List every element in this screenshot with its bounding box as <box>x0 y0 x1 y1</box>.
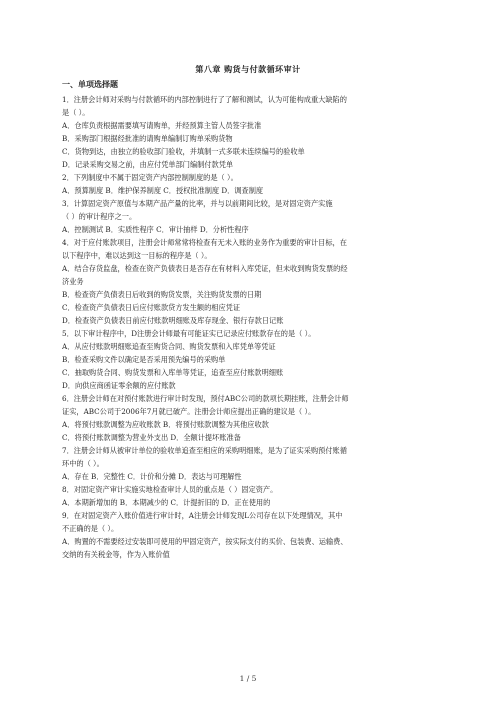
text-line: A．将预付账款调整为应收账款 B．将预付账款调整为其他应收款 <box>62 420 269 429</box>
text-line: A．结合存货监盘，检查在资产负债表日是否存在有材料入库凭证，但未收到购货发票的经 <box>62 264 348 273</box>
page-number: 1 / 5 <box>239 674 257 683</box>
text-line: 证实，ABC公司于2006年7月就已破产。注册会计师应提出正确的建议是（ ）。 <box>62 407 316 416</box>
text-line: A．从应付账款明细账追查至购货合同、购货发票和入库凭单等凭证 <box>62 342 276 351</box>
text-line: 1．注册会计师对采购与付款循环的内部控制进行了了解和测试，认为可能构成重大缺陷的 <box>62 95 347 104</box>
text-line: 以下程序中，难以达到这一目标的程序是（ ）。 <box>62 251 212 260</box>
text-line: （ ）的审计程序之一。 <box>62 212 137 221</box>
text-line: C．货物到达，由独立的验收部门验收，并填制一式多联未连续编号的验收单 <box>62 147 305 156</box>
chapter-title: 第八章 购货与付款循环审计 <box>195 64 301 74</box>
text-line: 9．在对固定资产入账价值进行审计时，A注册会计师发现L公司存在以下处理情况，其中 <box>62 511 343 520</box>
question-body <box>62 93 444 561</box>
text-line: B．检查采购文件以确定是否采用预先编号的采购单 <box>62 355 226 364</box>
text-line: D．检查资产负债表日前应付账款明细账及库存现金、银行存款日记账 <box>62 316 284 325</box>
text-line: 不正确的是（ ）。 <box>62 524 119 533</box>
text-line: B．采购部门根据经批准的请购单编制订购单采购货物 <box>62 134 233 143</box>
text-line: 7．注册会计师从被审计单位的验收单追查至相应的采购明细账，是为了证实采购预付账循 <box>62 446 347 455</box>
section-heading: 一、单项选择题 <box>62 79 118 89</box>
text-line: 济业务 <box>62 277 84 286</box>
text-line: 环中的（ ）。 <box>62 459 104 468</box>
text-line: C．抽取购货合同、购货发票和入库单等凭证，追查至应付账款明细账 <box>62 368 284 377</box>
text-line: A．仓库负责根据需要填写请购单，并经预算主管人员签字批准 <box>62 121 262 130</box>
text-line: A．控制测试 B．实质性程序 C．审计抽样 D．分析性程序 <box>62 225 249 234</box>
text-line: 交纳的有关税金等，作为入账价值 <box>62 550 170 559</box>
text-line: C．检查资产负债表日后应付账款贷方发生额的相应凭证 <box>62 303 241 312</box>
text-line: A．存在 B．完整性 C．计价和分摊 D．表达与可理解性 <box>62 472 242 481</box>
text-line: D．向供应商函证零余额的应付账款 <box>62 381 176 390</box>
text-line: D．记录采购交易之前，由应付凭单部门编制付款凭单 <box>62 160 234 169</box>
text-line: 3．计算固定资产原值与本期产品产量的比率，并与以前期间比较，是对固定资产实施 <box>62 199 333 208</box>
text-line: 2．下列制度中不属于固定资产内部控制制度的是（ ）。 <box>62 173 238 182</box>
text-line: 8．对固定资产审计实施实地检查审计人员的重点是（ ）固定资产。 <box>62 485 278 494</box>
text-line: 4．对于应付账款项目，注册会计师常常将检查有无未入账的业务作为重要的审计目标，在 <box>62 238 347 247</box>
text-line: A．预算制度 B．维护保养制度 C．授权批准制度 D．调查制度 <box>62 186 264 195</box>
text-line: A．本期新增加的 B．本期减少的 C．计提折旧的 D．正在使用的 <box>62 498 271 507</box>
text-line: 6．注册会计师在对预付账款进行审计时发现，预付ABC公司的款项长期挂账，注册会计师 <box>62 394 349 403</box>
text-line: A．购置的不需要经过安装即可使用的甲固定资产，按实际支付的买价、包装费、运输费、 <box>62 537 348 546</box>
text-line: C．将预付账款调整为营业外支出 D．全额计提坏账准备 <box>62 433 241 442</box>
text-line: B．检查资产负债表日后收到的购货发票，关注购货发票的日期 <box>62 290 262 299</box>
text-line: 是（ ）。 <box>62 108 90 117</box>
text-line: 5．以下审计程序中，D注册会计师最有可能证实已记录应付账款存在的是（ ）。 <box>62 329 316 338</box>
